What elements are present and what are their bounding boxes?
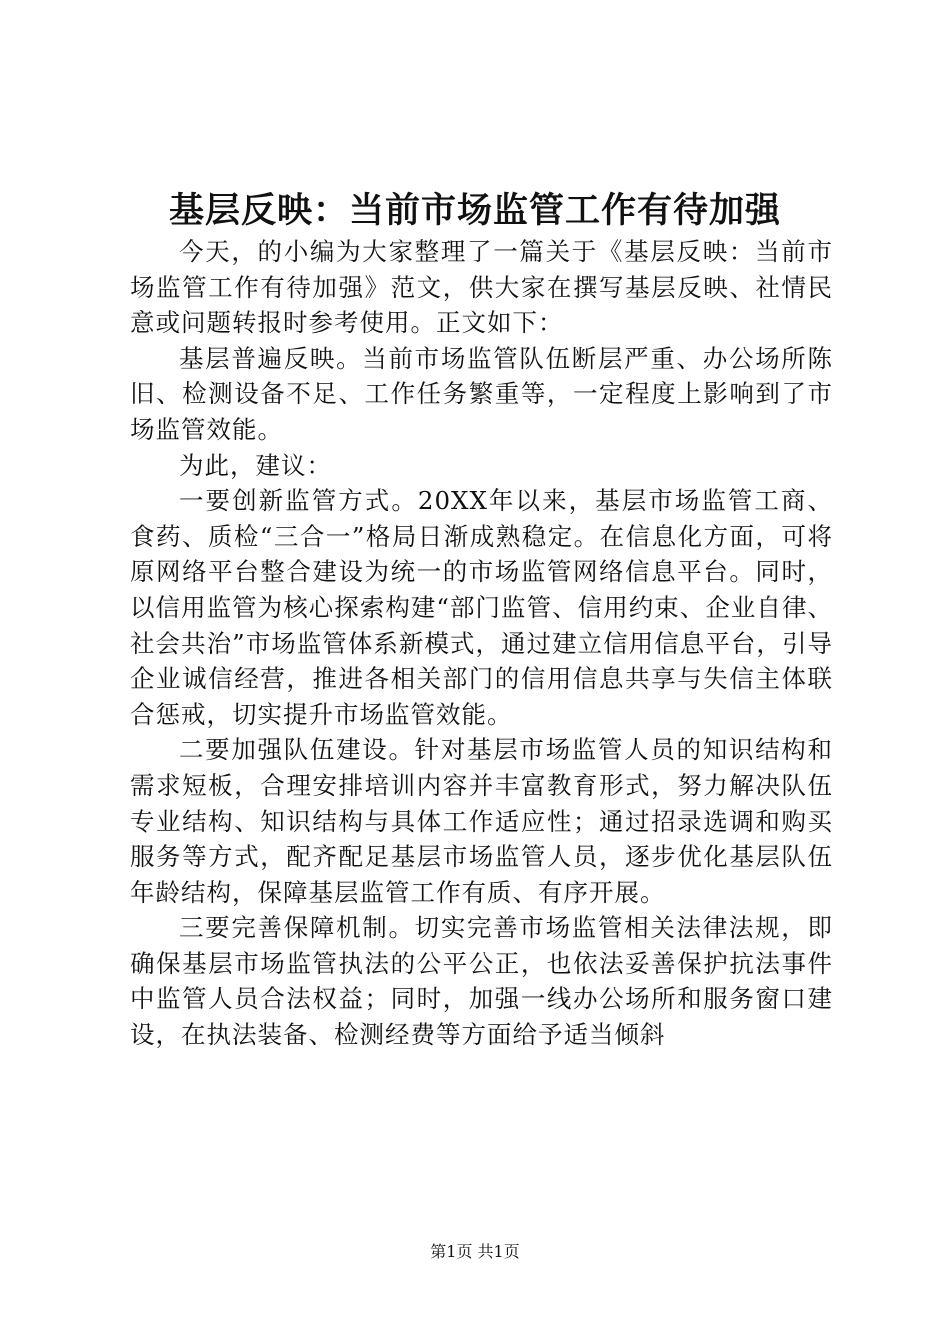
paragraph-problem: 基层普遍反映。当前市场监管队伍断层严重、办公场所陈旧、检测设备不足、工作任务繁重等，一定程度上影响到了市场监管效能。 [130,343,833,444]
document-title: 基层反映：当前市场监管工作有待加强 [168,190,781,231]
page-number-footer: 第1页 共1页 [430,1242,520,1261]
paragraph-suggestion-lead: 为此，建议： [179,450,332,480]
paragraph-suggestion-2: 二要加强队伍建设。针对基层市场监管人员的知识结构和需求短板，合理安排培训内容并丰富教育形式，努力解决队伍专业结构、知识结构与具体工作适应性；通过招录选调和购买服务等方式，配齐配足基层市场监管人员，逐步优化基层队伍年龄结构，保障基层监管工作有质、有序开展。 [130,735,833,907]
paragraph-suggestion-3: 三要完善保障机制。切实完善市场监管相关法律法规，即确保基层市场监管执法的公平公正，也依法妥善保护抗法事件中监管人员合法权益；同时，加强一线办公场所和服务窗口建设，在执法装备、检测经费等方面给予适当倾斜 [130,913,833,1050]
paragraph-suggestion-1: 一要创新监管方式。20XX年以来，基层市场监管工商、食药、质检“三合一”格局日渐成熟稳定。在信息化方面，可将原网络平台整合建设为统一的市场监管网络信息平台。同时，以信用监管为核心探索构建“部门监管、信用约束、企业自律、社会共治”市场监管体系新模式，通过建立信用信息平台，引导企业诚信经营，推进各相关部门的信用信息共享与失信主体联合惩戒，切实提升市场监管效能。 [130,486,833,729]
document-body [130,234,833,1053]
paragraph-intro: 今天，的小编为大家整理了一篇关于《基层反映：当前市场监管工作有待加强》范文，供大家在撰写基层反映、社情民意或问题转报时参考使用。正文如下： [130,237,833,338]
